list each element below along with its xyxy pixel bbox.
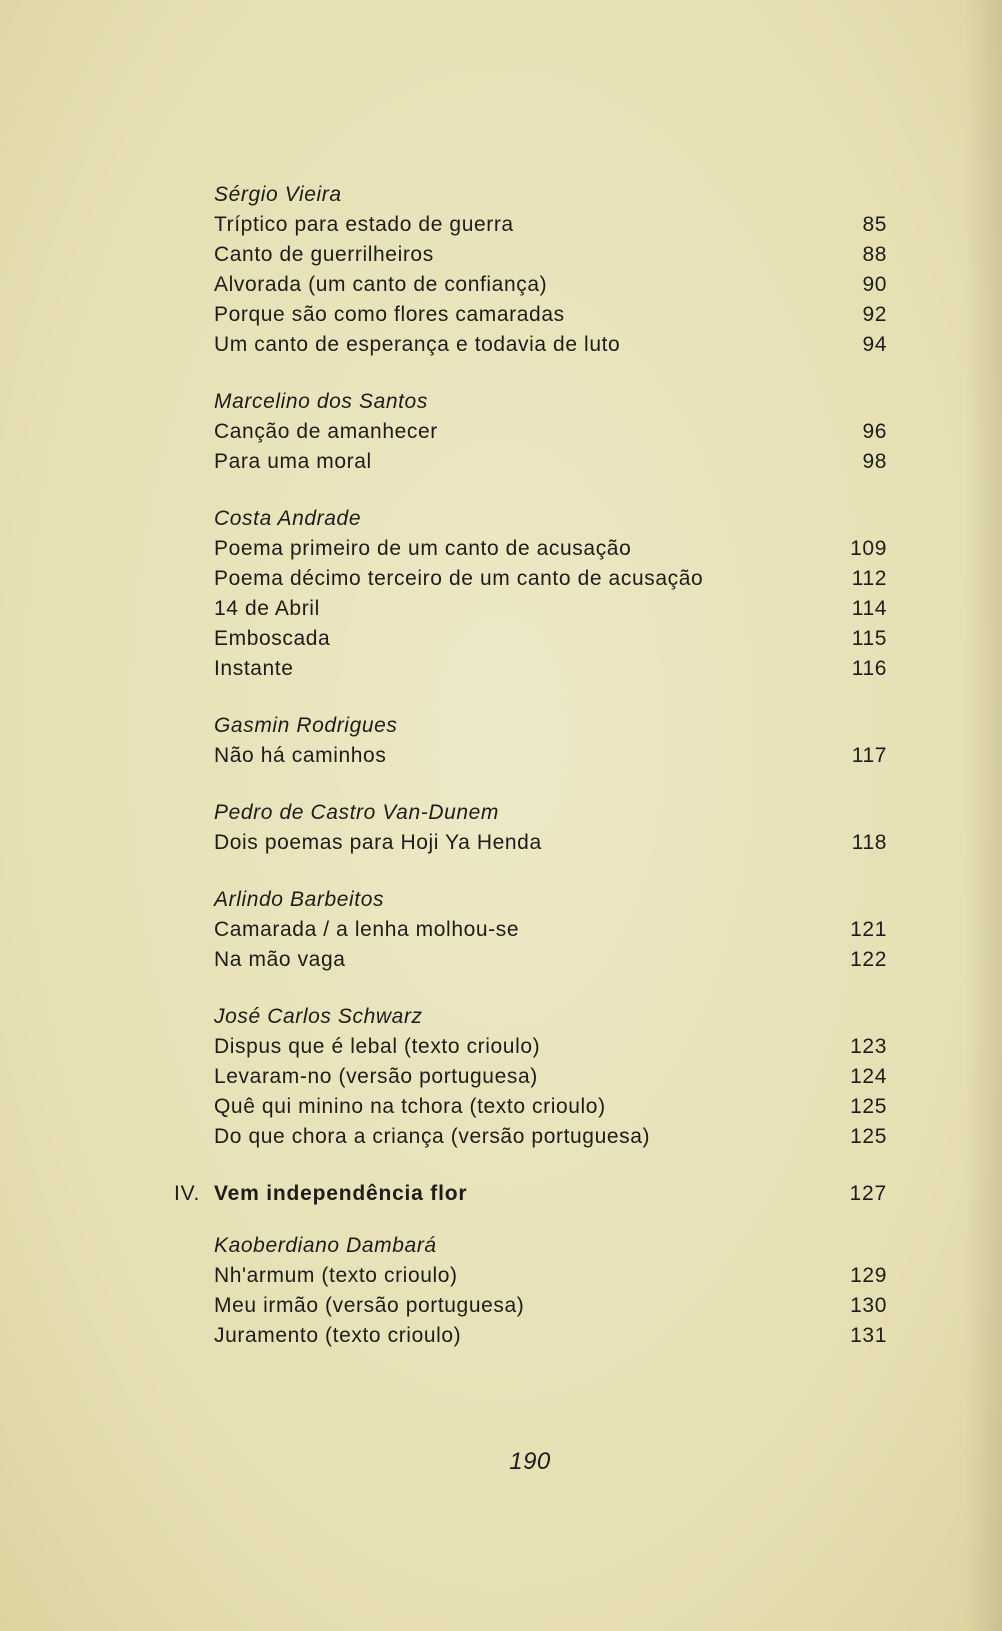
entry-page-number: 122 (850, 948, 887, 971)
entry-page-number: 116 (851, 657, 887, 680)
author-section (214, 1002, 887, 1152)
entry-title: Alvorada (um canto de confiança) (214, 273, 548, 296)
entry-page-number: 98 (862, 450, 887, 473)
toc-entry (214, 1291, 887, 1321)
toc-entry (214, 1032, 887, 1062)
entry-title: Para uma moral (214, 450, 372, 473)
toc-entry (214, 828, 887, 858)
toc-entry (214, 654, 887, 684)
entry-title: Instante (214, 657, 294, 680)
author-name: Sérgio Vieira (214, 183, 342, 206)
entry-page-number: 109 (850, 537, 887, 560)
entry-title: Dois poemas para Hoji Ya Henda (214, 831, 542, 854)
toc-entry (214, 1261, 887, 1291)
entry-title: Canção de amanhecer (214, 420, 438, 443)
entry-page-number: 131 (850, 1324, 887, 1347)
entry-title: Camarada / a lenha molhou-se (214, 918, 520, 941)
toc-entry (214, 330, 887, 360)
entry-page-number: 121 (850, 918, 887, 941)
toc-entry (214, 915, 887, 945)
entry-page-number: 117 (851, 744, 887, 767)
toc-entry (214, 945, 887, 975)
entry-title: Meu irmão (versão portuguesa) (214, 1294, 525, 1317)
entry-title: Não há caminhos (214, 744, 387, 767)
toc-entry (214, 1321, 887, 1351)
entry-title: Dispus que é lebal (texto crioulo) (214, 1035, 541, 1058)
entry-title: Na mão vaga (214, 948, 346, 971)
entry-title: Levaram-no (versão portuguesa) (214, 1065, 538, 1088)
author-section (214, 180, 887, 360)
entry-title: Juramento (texto crioulo) (214, 1324, 462, 1347)
entry-title: Tríptico para estado de guerra (214, 213, 514, 236)
part-heading (174, 1179, 887, 1209)
entry-page-number: 96 (862, 420, 887, 443)
author-name: Marcelino dos Santos (214, 390, 428, 413)
author-section (214, 504, 887, 684)
author-name: Gasmin Rodrigues (214, 714, 398, 737)
entry-page-number: 88 (862, 243, 887, 266)
entry-title: Quê qui minino na tchora (texto crioulo) (214, 1095, 606, 1118)
toc-entry (214, 624, 887, 654)
toc-entry (214, 534, 887, 564)
entry-title: Do que chora a criança (versão portuguesa) (214, 1125, 651, 1148)
toc-entry (214, 1092, 887, 1122)
toc-entry (214, 417, 887, 447)
entry-page-number: 129 (850, 1264, 887, 1287)
table-of-contents (174, 180, 887, 1378)
entry-page-number: 94 (862, 333, 887, 356)
author-section (214, 711, 887, 771)
part-numeral: IV. (174, 1182, 201, 1205)
entry-page-number: 85 (862, 213, 887, 236)
author-name: Arlindo Barbeitos (214, 888, 385, 911)
entry-title: Poema primeiro de um canto de acusação (214, 537, 632, 560)
entry-page-number: 112 (851, 567, 887, 590)
author-section (214, 885, 887, 975)
toc-entry (214, 270, 887, 300)
entry-page-number: 125 (850, 1095, 887, 1118)
author-section (214, 1231, 887, 1351)
entry-page-number: 90 (862, 273, 887, 296)
toc-entry (214, 564, 887, 594)
toc-entry (214, 240, 887, 270)
toc-entry (214, 300, 887, 330)
author-section (214, 387, 887, 477)
author-name: Kaoberdiano Dambará (214, 1234, 437, 1257)
entry-title: Nh'armum (texto crioulo) (214, 1264, 458, 1287)
author-name: Costa Andrade (214, 507, 362, 530)
toc-entry (214, 1122, 887, 1152)
toc-entry (214, 594, 887, 624)
author-name: Pedro de Castro Van-Dunem (214, 801, 500, 824)
page-edge-shadow (964, 0, 1002, 1631)
toc-entry (214, 210, 887, 240)
author-section (214, 798, 887, 858)
part-title: Vem independência flor (214, 1182, 468, 1205)
entry-page-number: 114 (851, 597, 887, 620)
page-number-footer: 190 (509, 1448, 551, 1475)
entry-page-number: 123 (850, 1035, 887, 1058)
entry-page-number: 130 (850, 1294, 887, 1317)
entry-page-number: 92 (862, 303, 887, 326)
entry-title: Canto de guerrilheiros (214, 243, 434, 266)
entry-page-number: 115 (851, 627, 887, 650)
entry-page-number: 118 (851, 831, 887, 854)
entry-page-number: 125 (850, 1125, 887, 1148)
entry-title: Poema décimo terceiro de um canto de acusação (214, 567, 704, 590)
entry-title: Um canto de esperança e todavia de luto (214, 333, 621, 356)
entry-title: Porque são como flores camaradas (214, 303, 565, 326)
toc-entry (214, 741, 887, 771)
toc-entry (214, 447, 887, 477)
part-page-number: 127 (849, 1182, 887, 1205)
toc-entry (214, 1062, 887, 1092)
entry-title: 14 de Abril (214, 597, 320, 620)
entry-title: Emboscada (214, 627, 331, 650)
entry-page-number: 124 (850, 1065, 887, 1088)
author-name: José Carlos Schwarz (214, 1005, 423, 1028)
